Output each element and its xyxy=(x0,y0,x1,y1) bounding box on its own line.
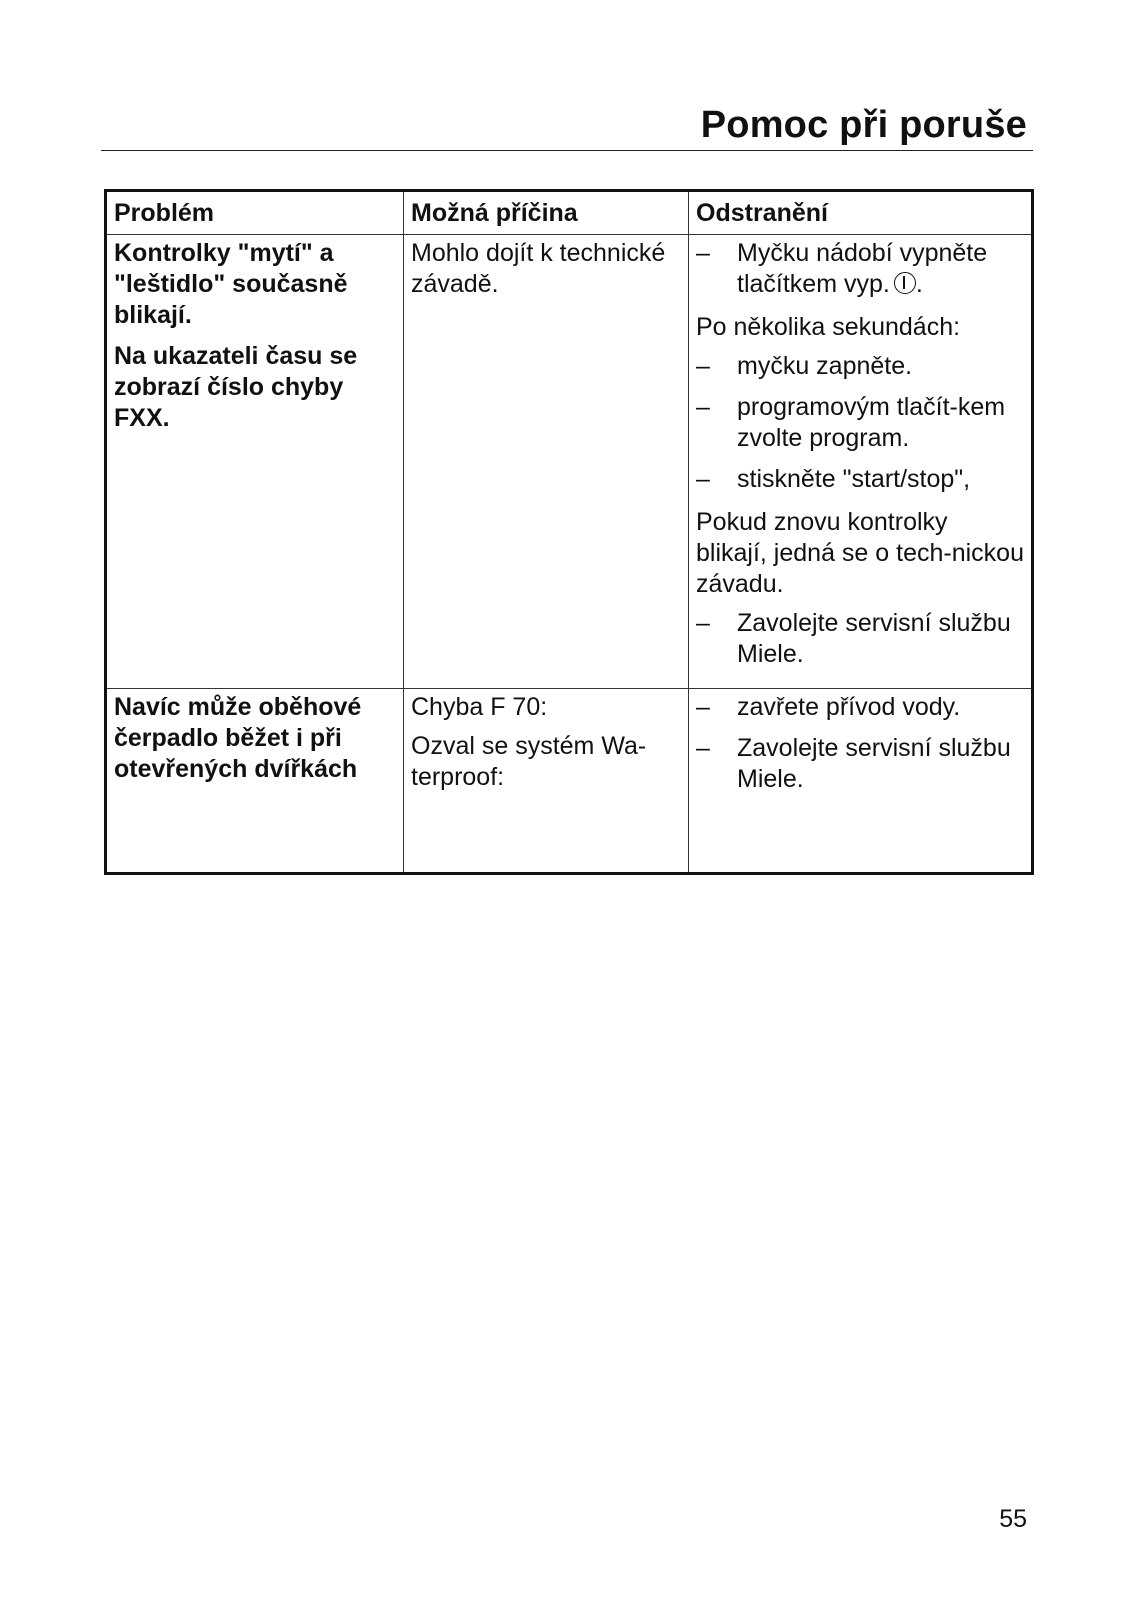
remedy-cell xyxy=(689,689,1033,874)
remedy-step-text: zavřete přívod vody. xyxy=(737,693,961,721)
column-header-cause: Možná příčina xyxy=(404,191,689,235)
dash-bullet: – xyxy=(696,393,710,421)
remedy-step xyxy=(696,692,1025,723)
remedy-step-text: stiskněte "start/stop", xyxy=(737,465,971,493)
remedy-step xyxy=(696,238,1025,300)
cause-text: Ozval se systém Wa-terproof: xyxy=(411,732,647,791)
page-title: Pomoc při poruše xyxy=(700,104,1027,146)
problem-text: Navíc může oběhové čerpadlo běžet i při otevřených dvířkách xyxy=(114,693,362,783)
cause-text: Mohlo dojít k technické závadě. xyxy=(411,239,666,298)
problem-cell xyxy=(106,689,404,874)
remedy-step xyxy=(696,464,1025,495)
table-row xyxy=(106,235,1033,689)
dash-bullet: – xyxy=(696,693,710,721)
dash-bullet: – xyxy=(696,465,710,493)
column-header-problem: Problém xyxy=(106,191,404,235)
remedy-step xyxy=(696,733,1025,795)
remedy-step-text: Zavolejte servisní službu Miele. xyxy=(737,609,1011,668)
troubleshooting-table xyxy=(104,189,1034,875)
problem-cell xyxy=(106,235,404,689)
cause-cell xyxy=(404,235,689,689)
cause-text: Chyba F 70: xyxy=(411,693,548,721)
column-header-remedy: Odstranění xyxy=(689,191,1033,235)
remedy-note: Po několika sekundách: xyxy=(696,313,961,341)
remedy-step-text: myčku zapněte. xyxy=(737,352,913,380)
remedy-step xyxy=(696,351,1025,382)
title-divider xyxy=(101,150,1033,151)
dash-bullet: – xyxy=(696,239,710,267)
problem-text: Na ukazateli času se zobrazí číslo chyby FXX. xyxy=(114,342,358,432)
remedy-step-text: Zavolejte servisní službu Miele. xyxy=(737,734,1011,793)
dash-bullet: – xyxy=(696,609,710,637)
page-number: 55 xyxy=(999,1505,1027,1533)
cause-cell xyxy=(404,689,689,874)
remedy-step xyxy=(696,608,1025,670)
remedy-cell xyxy=(689,235,1033,689)
remedy-note: Pokud znovu kontrolky blikají, jedná se o tech-nickou závadu. xyxy=(696,508,1024,598)
remedy-step-suffix: . xyxy=(915,270,923,298)
remedy-step-text: Myčku nádobí vypněte tlačítkem vyp. xyxy=(737,239,988,298)
remedy-step-text: programovým tlačít-kem zvolte program. xyxy=(737,393,1006,452)
power-off-icon xyxy=(894,272,916,294)
dash-bullet: – xyxy=(696,352,710,380)
remedy-step xyxy=(696,392,1025,454)
problem-text: Kontrolky "mytí" a "leštidlo" současně blikají. xyxy=(114,239,348,329)
table-row xyxy=(106,689,1033,874)
table-header-row xyxy=(106,191,1033,235)
dash-bullet: – xyxy=(696,734,710,762)
